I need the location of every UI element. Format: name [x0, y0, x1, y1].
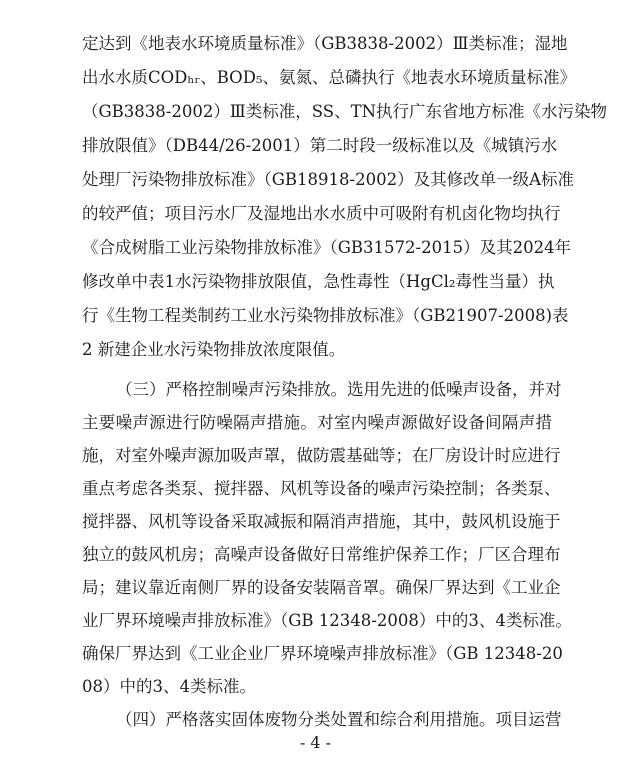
paragraph-line: 主要噪声源进行防噪隔声措施。对室内噪声源做好设备间隔声措 — [82, 413, 552, 432]
paragraph-line: 搅拌器、风机等设备采取减振和隔消声措施，其中，鼓风机设施于 — [82, 512, 561, 531]
paragraph-line: （GB3838-2002）Ⅲ类标准，SS、TN执行广东省地方标准《水污染物 — [82, 102, 608, 121]
paragraph-line: 出水水质CODₕᵣ、BOD₅、氨氮、总磷执行《地表水环境质量标准》 — [82, 68, 577, 87]
paragraph-line: 确保厂界达到《工业企业厂界环境噪声排放标准》（GB 12348-20 — [82, 644, 563, 663]
paragraph-line: 2 新建企业水污染物排放浓度限值。 — [82, 340, 346, 359]
paragraph-line: （三）严格控制噪声污染排放。选用先进的低噪声设备，并对 — [116, 380, 562, 399]
paragraph-line: 的较严值；项目污水厂及湿地出水水质中可吸附有机卤化物均执行 — [82, 204, 561, 223]
paragraph-line: 重点考虑各类泵、搅拌器、风机等设备的噪声污染控制；各类泵、 — [82, 479, 561, 498]
paragraph-line: 《合成树脂工业污染物排放标准》（GB31572-2015）及其2024年 — [82, 238, 572, 257]
paragraph-line: 修改单中表1水污染物排放限值，急性毒性（HgCl₂毒性当量）执 — [82, 272, 555, 291]
paragraph-line: 08）中的3、4类标准。 — [82, 677, 256, 696]
page-number: - 4 - — [299, 733, 332, 752]
paragraph-line: 排放限值》（DB44/26-2001）第二时段一级标准以及《城镇污水 — [82, 136, 558, 155]
paragraph-line: 局；建议靠近南侧厂界的设备安装隔音罩。确保厂界达到《工业企 — [82, 578, 561, 597]
paragraph-line: 业厂界环境噪声排放标准》（GB 12348-2008）中的3、4类标准。 — [82, 611, 572, 630]
paragraph-line: 处理厂污染物排放标准》（GB18918-2002）及其修改单一级A标准 — [82, 170, 575, 189]
paragraph-line: 施，对室外噪声源加吸声罩，做防震基础等；在厂房设计时应进行 — [82, 446, 561, 465]
paragraph-line: 独立的鼓风机房；高噪声设备做好日常维护保养工作；厂区合理布 — [82, 545, 561, 564]
paragraph-line: （四）严格落实固体废物分类处置和综合利用措施。项目运营 — [116, 710, 562, 729]
paragraph-line: 行《生物工程类制药工业水污染物排放标准》（GB21907-2008)表 — [82, 306, 569, 325]
paragraph-line: 定达到《地表水环境质量标准》（GB3838-2002）Ⅲ类标准；湿地 — [82, 34, 568, 53]
